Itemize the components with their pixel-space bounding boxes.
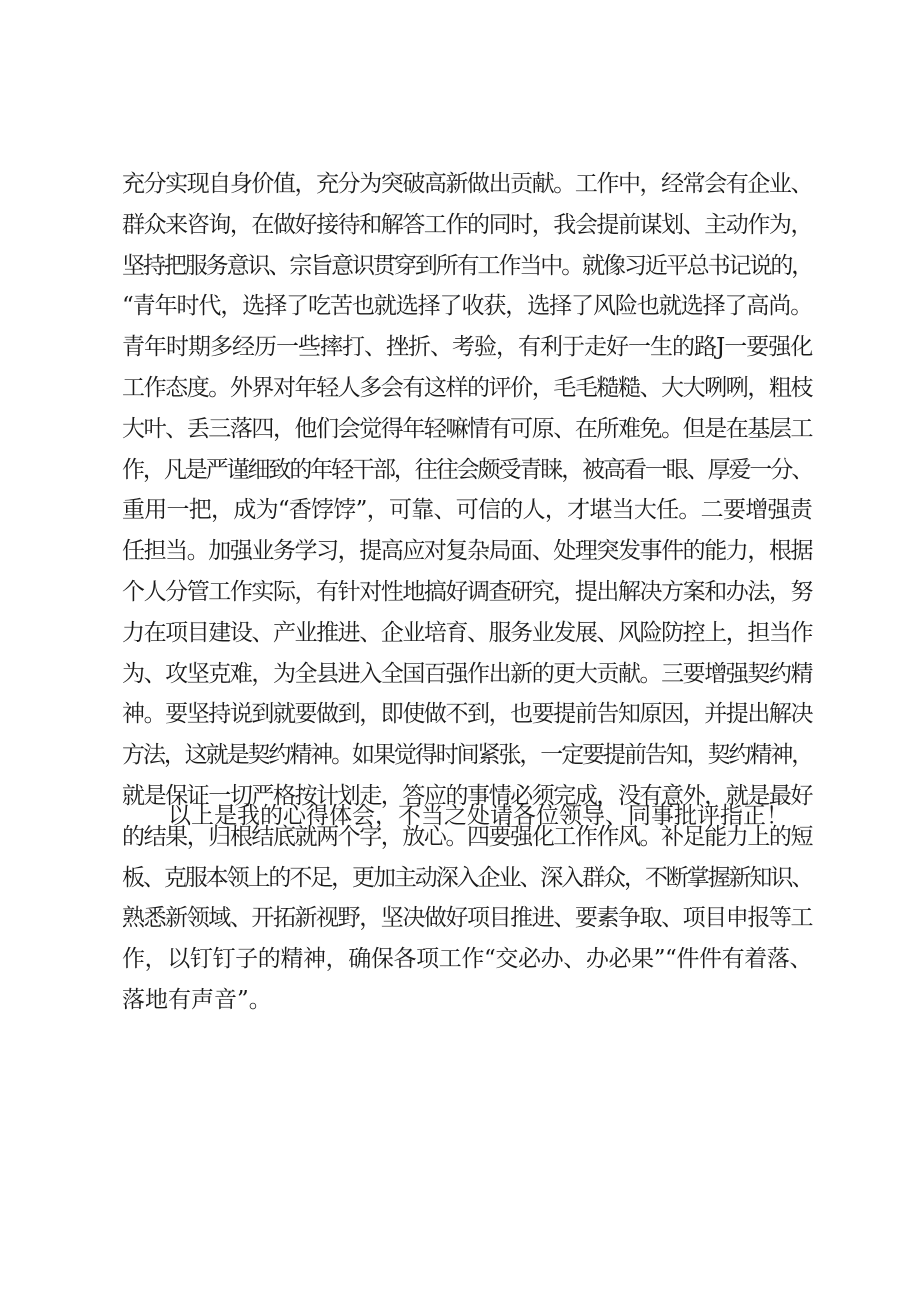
body-line: 作，凡是严谨细致的年轻干部，往往会颇受青睐，被高看一眼、厚爱一分、 bbox=[122, 456, 812, 483]
body-line: 个人分管工作实际，有针对性地搞好调查研究，提出解决方案和办法，努 bbox=[122, 578, 812, 605]
body-line: 的结果，归根结底就两个字，放心。四要强化工作作风。补足能力上的短 bbox=[122, 823, 812, 850]
body-line: 作，以钉钉子的精神，确保各项工作“交必办、办必果”“件件有着落、 bbox=[122, 946, 812, 973]
body-paragraph bbox=[122, 164, 812, 1021]
body-line: 任担当。加强业务学习，提高应对复杂局面、处理突发事件的能力，根据 bbox=[122, 538, 812, 565]
body-line: 落地有声音”。 bbox=[122, 986, 272, 1013]
body-line: 坚持把服务意识、宗旨意识贯穿到所有工作当中。就像习近平总书记说的， bbox=[122, 252, 812, 279]
body-line: 板、克服本领上的不足，更加主动深入企业、深入群众，不断掌握新知识、 bbox=[122, 864, 812, 891]
body-line: 方法，这就是契约精神。如果觉得时间紧张，一定要提前告知，契约精神， bbox=[122, 742, 812, 769]
body-line: 群众来咨询，在做好接待和解答工作的同时，我会提前谋划、主动作为， bbox=[122, 211, 812, 238]
body-line: 为、攻坚克难，为全县进入全国百强作出新的更大贡献。三要增强契约精 bbox=[122, 660, 812, 687]
body-line: 青年时期多经历一些摔打、挫折、考验，有利于走好一生的路J一要强化 bbox=[122, 334, 813, 361]
body-line: 力在项目建设、产业推进、企业培育、服务业发展、风险防控上，担当作 bbox=[122, 619, 812, 646]
body-line: 神。要坚持说到就要做到，即使做不到，也要提前告知原因，并提出解决 bbox=[122, 701, 812, 728]
body-line: 重用一把，成为“香饽饽”，可靠、可信的人，才堪当大任。二要增强责 bbox=[122, 497, 812, 524]
body-line: 就是保证一切严格按计划走，答应的事情必须完成，没有意外，就是最好 bbox=[122, 782, 812, 809]
closing-paragraph: 以上是我的心得体会，不当之处请各位领导、同事批评指正！ bbox=[168, 803, 789, 829]
body-line: “青年时代，选择了吃苦也就选择了收获，选择了风险也就选择了高尚。 bbox=[122, 293, 812, 320]
body-line: 工作态度。外界对年轻人多会有这样的评价，毛毛糙糙、大大咧咧，粗枝 bbox=[122, 374, 812, 401]
body-line: 充分实现自身价值，充分为突破高新做出贡献。工作中，经常会有企业、 bbox=[122, 171, 812, 197]
body-line: 大叶、丢三落四，他们会觉得年轻嘛情有可原、在所难免。但是在基层工 bbox=[122, 415, 812, 442]
body-line: 熟悉新领域、开拓新视野，坚决做好项目推进、要素争取、项目申报等工 bbox=[122, 905, 812, 932]
